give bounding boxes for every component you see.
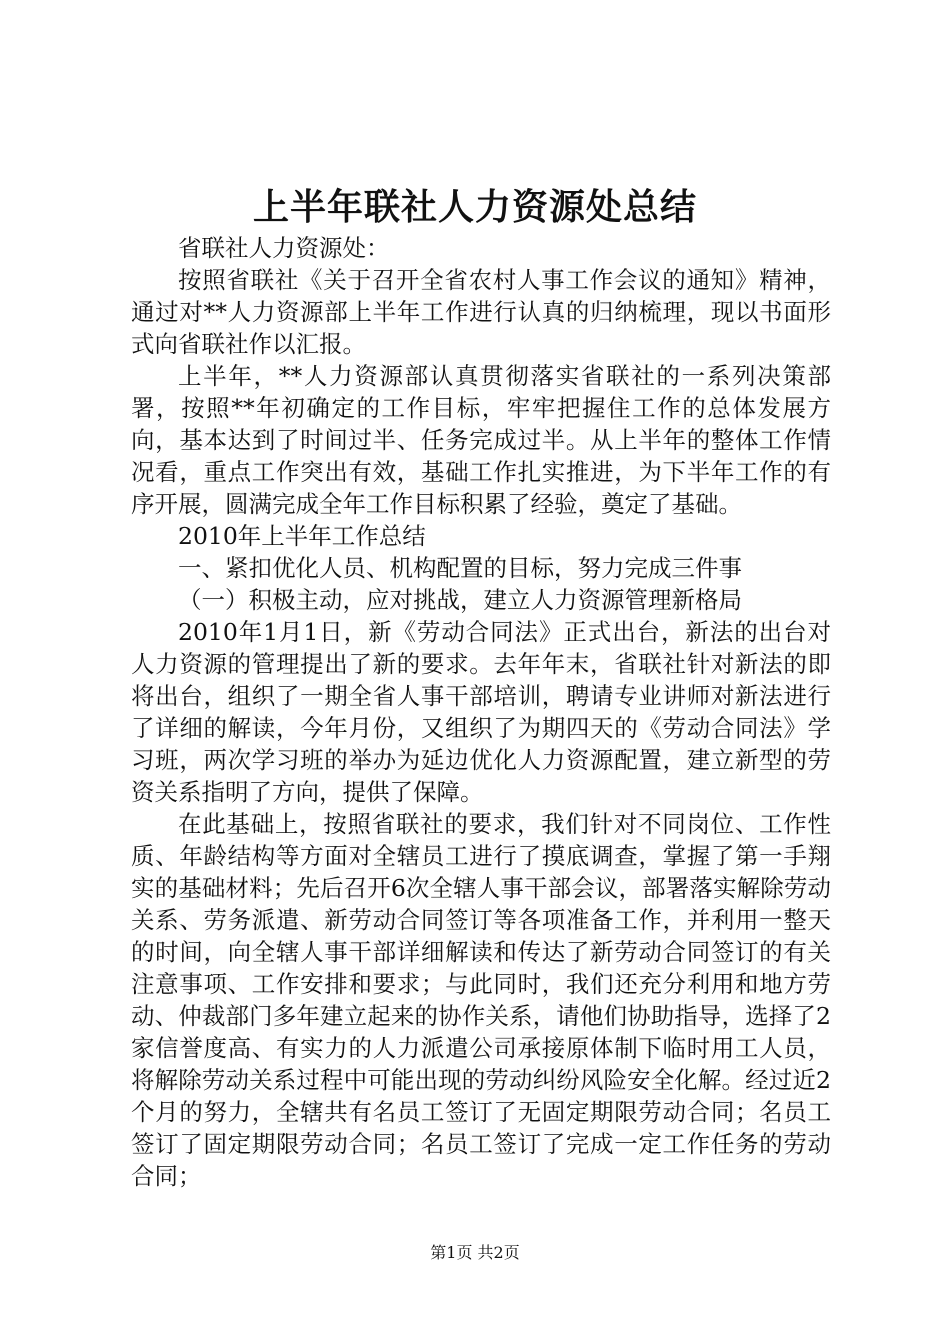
paragraph-salutation: 省联社人力资源处： bbox=[178, 234, 390, 262]
document-body bbox=[131, 232, 831, 1192]
paragraph-overview: 上半年，**人力资源部认真贯彻落实省联社的一系列决策部署，按照**年初确定的工作目标，牢牢把握住工作的总体发展方向，基本达到了时间过半、任务完成过半。从上半年的整体工作情况看，重点工作突出有效，基础工作扎实推进，为下半年工作的有序开展，圆满完成全年工作目标积累了经验，奠定了基础。 bbox=[131, 362, 831, 518]
section-heading-summary: 2010年上半年工作总结 bbox=[178, 522, 426, 550]
paragraph-labor-law: 2010年1月1日，新《劳动合同法》正式出台，新法的出台对人力资源的管理提出了新的要求。去年年末，省联社针对新法的即将出台，组织了一期全省人事干部培训，聘请专业讲师对新法进行了详细的解读，今年月份，又组织了为期四天的《劳动合同法》学习班，两次学习班的举办为延边优化人力资源配置，建立新型的劳资关系指明了方向，提供了保障。 bbox=[131, 618, 831, 806]
page-footer: 第1页 共2页 bbox=[430, 1243, 520, 1262]
section-heading-one: 一、紧扣优化人员、机构配置的目标，努力完成三件事 bbox=[178, 554, 742, 582]
paragraph-implementation: 在此基础上，按照省联社的要求，我们针对不同岗位、工作性质、年龄结构等方面对全辖员工进行了摸底调查，掌握了第一手翔实的基础材料；先后召开6次全辖人事干部会议，部署落实解除劳动关系、劳务派遣、新劳动合同签订等各项准备工作，并利用一整天的时间，向全辖人事干部详细解读和传达了新劳动合同签订的有关注意事项、工作安排和要求；与此同时，我们还充分利用和地方劳动、仲裁部门多年建立起来的协作关系，请他们协助指导，选择了2家信誉度高、有实力的人力派遣公司承接原体制下临时用工人员，将解除劳动关系过程中可能出现的劳动纠纷风险安全化解。经过近2个月的努力，全辖共有名员工签订了无固定期限劳动合同；名员工签订了固定期限劳动合同；名员工签订了完成一定工作任务的劳动合同； bbox=[131, 810, 831, 1190]
document-title: 上半年联社人力资源处总结 bbox=[252, 186, 697, 228]
subsection-heading-one: （一）积极主动，应对挑战，建立人力资源管理新格局 bbox=[178, 586, 742, 614]
paragraph-intro: 按照省联社《关于召开全省农村人事工作会议的通知》精神，通过对**人力资源部上半年工作进行认真的归纳梳理，现以书面形式向省联社作以汇报。 bbox=[131, 266, 831, 358]
